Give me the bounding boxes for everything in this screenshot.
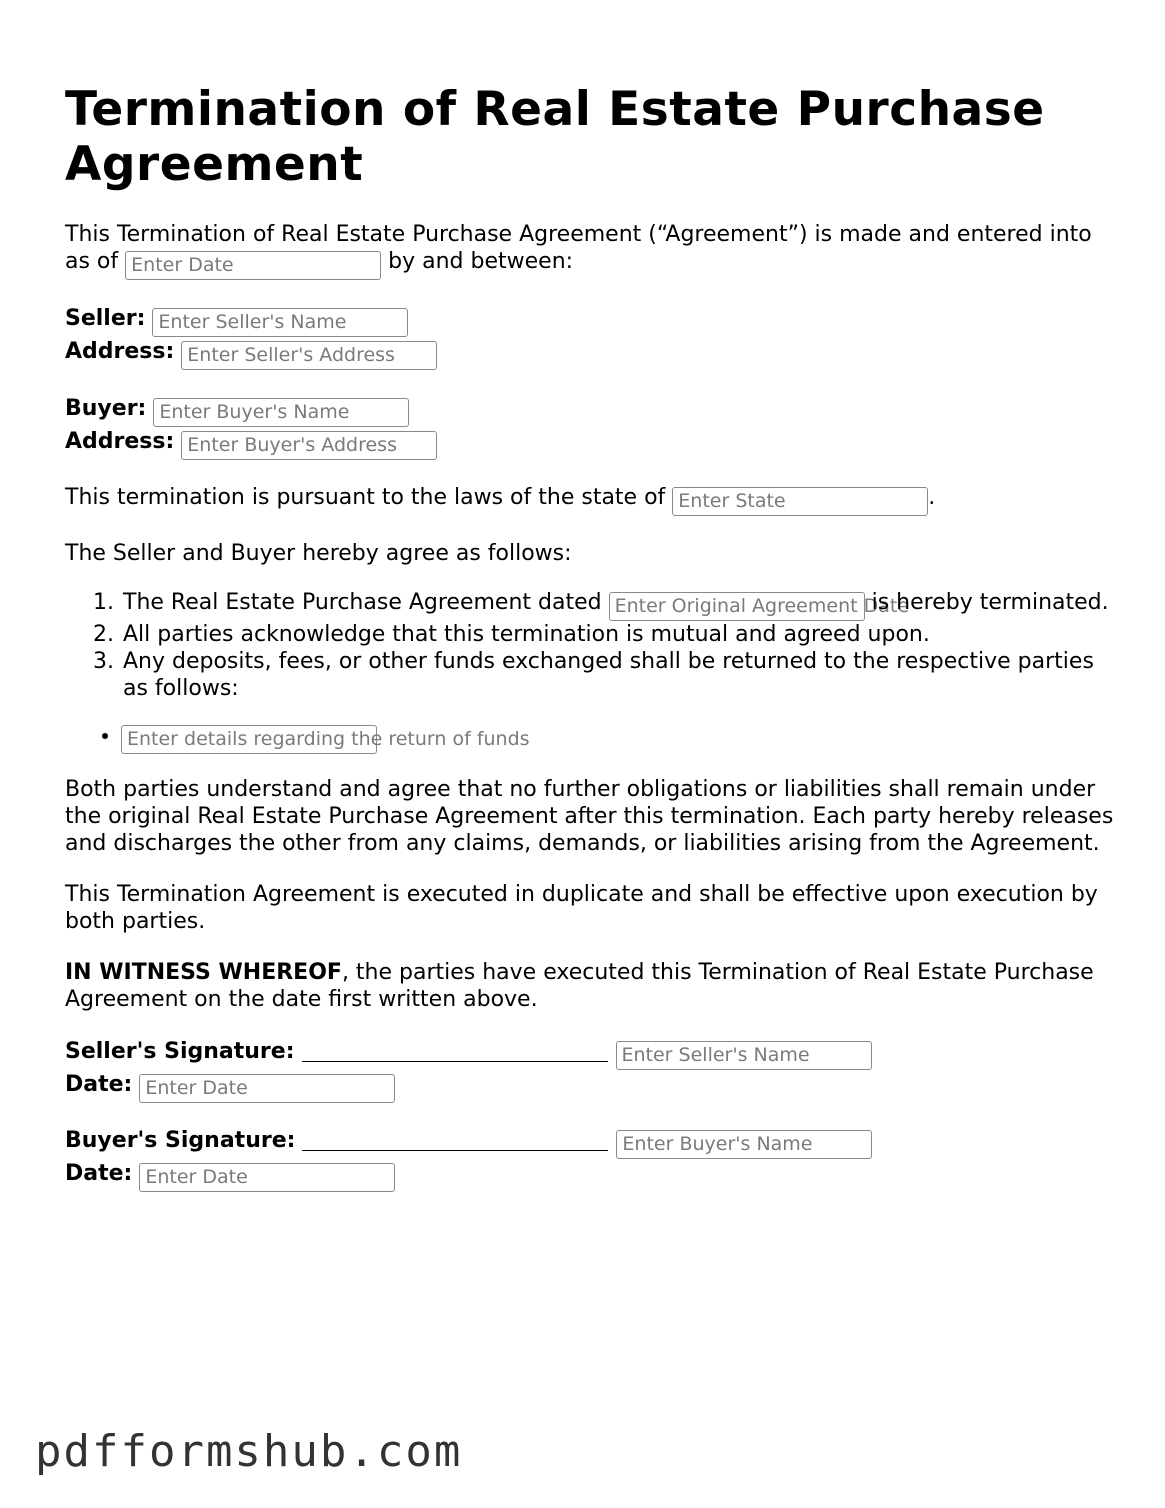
seller-address-input[interactable]: Enter Seller's Address [181,341,437,370]
term-1-text: The Real Estate Purchase Agreement dated [123,590,602,615]
witness-bold: IN WITNESS WHEREOF [65,960,342,985]
seller-name-input[interactable]: Enter Seller's Name [152,308,408,337]
intro-text-end: by and between: [388,249,574,274]
agreement-date-input[interactable]: Enter Date [125,251,381,280]
buyer-signature-line[interactable] [302,1128,608,1151]
term-1-text-end: is hereby terminated. [871,590,1109,615]
funds-details-input[interactable]: Enter details regarding the return of funds [121,725,377,754]
term-item-1 [121,589,1115,621]
seller-date-label: Date: [65,1072,133,1097]
buyer-address-label: Address: [65,429,175,454]
state-period: . [928,485,936,510]
buyer-label: Buyer: [65,396,147,421]
buyer-signature-name-input[interactable]: Enter Buyer's Name [616,1130,872,1159]
buyer-date-label: Date: [65,1161,133,1186]
buyer-signature-block [65,1126,1115,1192]
intro-paragraph [65,221,1115,280]
witness-paragraph [65,959,1115,1013]
seller-label: Seller: [65,306,146,331]
details-item [121,722,1115,754]
seller-signature-block [65,1037,1115,1103]
document-title: Termination of Real Estate Purchase Agreement [65,82,1045,192]
buyer-signature-label: Buyer's Signature: [65,1128,296,1153]
details-list [65,722,1115,754]
buyer-address-input[interactable]: Enter Buyer's Address [181,431,437,460]
buyer-date-input[interactable]: Enter Date [139,1163,395,1192]
seller-date-input[interactable]: Enter Date [139,1074,395,1103]
original-agreement-date-input[interactable]: Enter Original Agreement Date [609,592,865,621]
witness-text: , the parties have executed this Termination of Real Estate Purchase Agreement on the date first written above. [65,960,1094,1012]
agree-line: The Seller and Buyer hereby agree as follows: [65,541,572,566]
document [65,82,1115,1215]
state-text: This termination is pursuant to the laws of the state of [65,485,666,510]
term-item-3: 3. Any deposits, fees, or other funds exchanged shall be returned to the respective parties as follows: [121,648,1115,702]
duplicate-paragraph: This Termination Agreement is executed in duplicate and shall be effective upon execution by both parties. [65,882,1098,934]
seller-signature-name-input[interactable]: Enter Seller's Name [616,1041,872,1070]
seller-signature-line[interactable] [302,1039,608,1062]
seller-address-label: Address: [65,339,175,364]
state-input[interactable]: Enter State [672,487,928,516]
release-paragraph: Both parties understand and agree that no further obligations or liabilities shall remain under the original Real Estate Purchase Agreement after this termination. Each party hereby releases and discharges the other from any claims, demands, or liabilities arising from the Agreement. [65,777,1114,856]
seller-signature-label: Seller's Signature: [65,1039,295,1064]
watermark: pdfformshub.com [35,1426,463,1477]
intro-text: This Termination of Real Estate Purchase Agreement (“Agreement”) is made and entered into as of [65,222,1092,274]
term-item-2: 2. All parties acknowledge that this termination is mutual and agreed upon. [121,621,1115,648]
state-line [65,484,1115,516]
buyer-name-input[interactable]: Enter Buyer's Name [153,398,409,427]
buyer-block [65,394,1115,460]
terms-list [65,589,1115,702]
seller-block [65,304,1115,370]
